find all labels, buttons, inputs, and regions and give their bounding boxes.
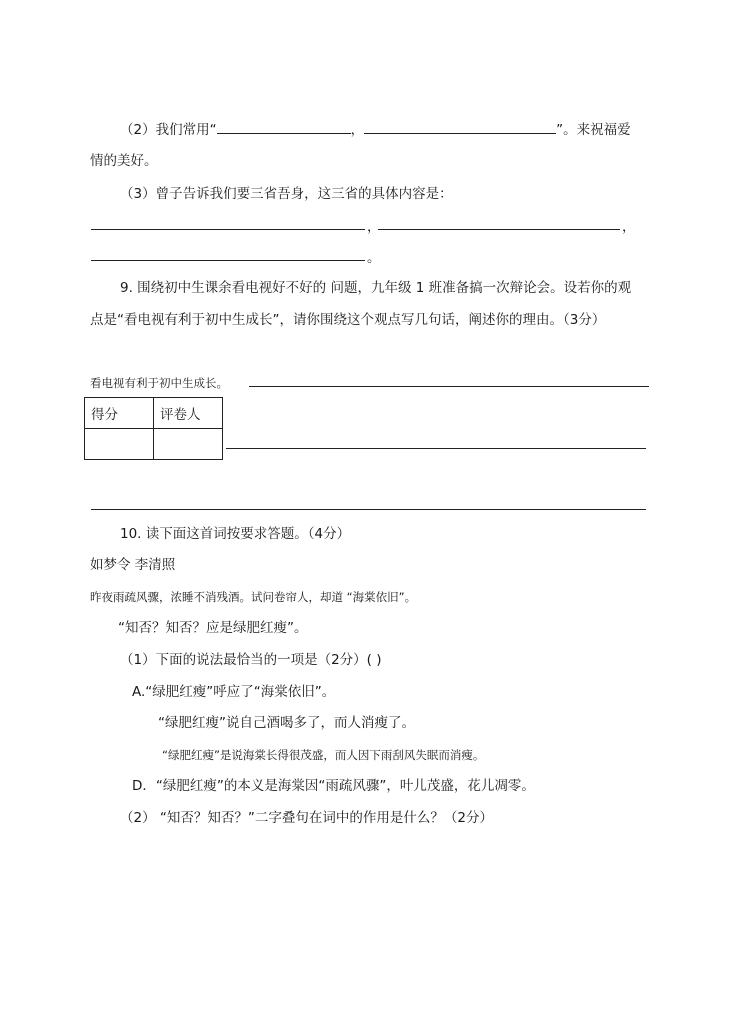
q10-option-a: A.“绿肥红瘦”呼应了“海棠依旧”。 [132, 684, 336, 700]
q8-item2-line [120, 121, 631, 139]
q9-answer-prefix: 看电视有利于初中生成长。 [90, 376, 228, 390]
q10-sub-2: （2） “知否？知否？”二字叠句在词中的作用是什么？（2分） [120, 810, 493, 826]
q10-title: 10. 读下面这首词按要求答题。（4分） [120, 526, 351, 542]
q8-item3-comma-2: ， [622, 219, 636, 235]
q8-item3-blank-2 [378, 229, 620, 230]
q8-item3-period: 。 [367, 250, 381, 266]
q8-item2-open: （2）我们常用“ [120, 122, 217, 138]
poem-line-2: “知否？知否？应是绿肥红瘦”。 [118, 620, 308, 636]
q9-answer-line-2 [226, 448, 646, 449]
q10-option-b: “绿肥红瘦”说自己酒喝多了，而人消瘦了。 [158, 715, 415, 731]
q8-item3-blank-3 [91, 260, 365, 261]
q10-sub-1: （1）下面的说法最恰当的一项是（2分）( ) [120, 652, 382, 668]
q9-line-2: 点是“看电视有利于初中生成长”，请你围绕这个观点写几句话，阐述你的理由。（3分） [90, 312, 606, 328]
grader-cell [154, 429, 223, 460]
q8-item3-comma-1: ， [367, 219, 381, 235]
q8-item2-blank-2 [364, 121, 556, 134]
score-label: 得分 [85, 398, 154, 429]
score-cell [85, 429, 154, 460]
q9-line-1: 9. 围绕初中生课余看电视好不好的 问题，九年级 1 班准备搞一次辩论会。设若你的观 [120, 280, 632, 296]
q10-option-c: “绿肥红瘦”是说海棠长得很茂盛，而人因下雨刮风失眠而消瘦。 [162, 748, 485, 762]
q8-item2-close: ”。来祝福爱 [556, 122, 631, 138]
q8-item2-blank-1 [217, 121, 351, 134]
poem-line-1: 昨夜雨疏风骤，浓睡不消残酒。试问卷帘人，却道 “海棠依旧”。 [90, 590, 417, 604]
poem-title: 如梦令 李清照 [90, 557, 176, 573]
q8-item3-blank-1 [91, 229, 365, 230]
q9-answer-line-1 [249, 386, 649, 387]
q8-item2-continuation: 情的美好。 [90, 153, 158, 169]
grader-label: 评卷人 [154, 398, 223, 429]
q8-item3: （3）曾子告诉我们要三省吾身，这三省的具体内容是： [120, 186, 453, 202]
score-table [84, 397, 223, 460]
q8-item2-comma: ， [350, 122, 365, 138]
q10-option-d: D．“绿肥红瘦”的本义是海棠因“雨疏风骤”，叶儿茂盛，花儿凋零。 [132, 778, 535, 794]
q9-answer-line-3 [91, 509, 646, 510]
